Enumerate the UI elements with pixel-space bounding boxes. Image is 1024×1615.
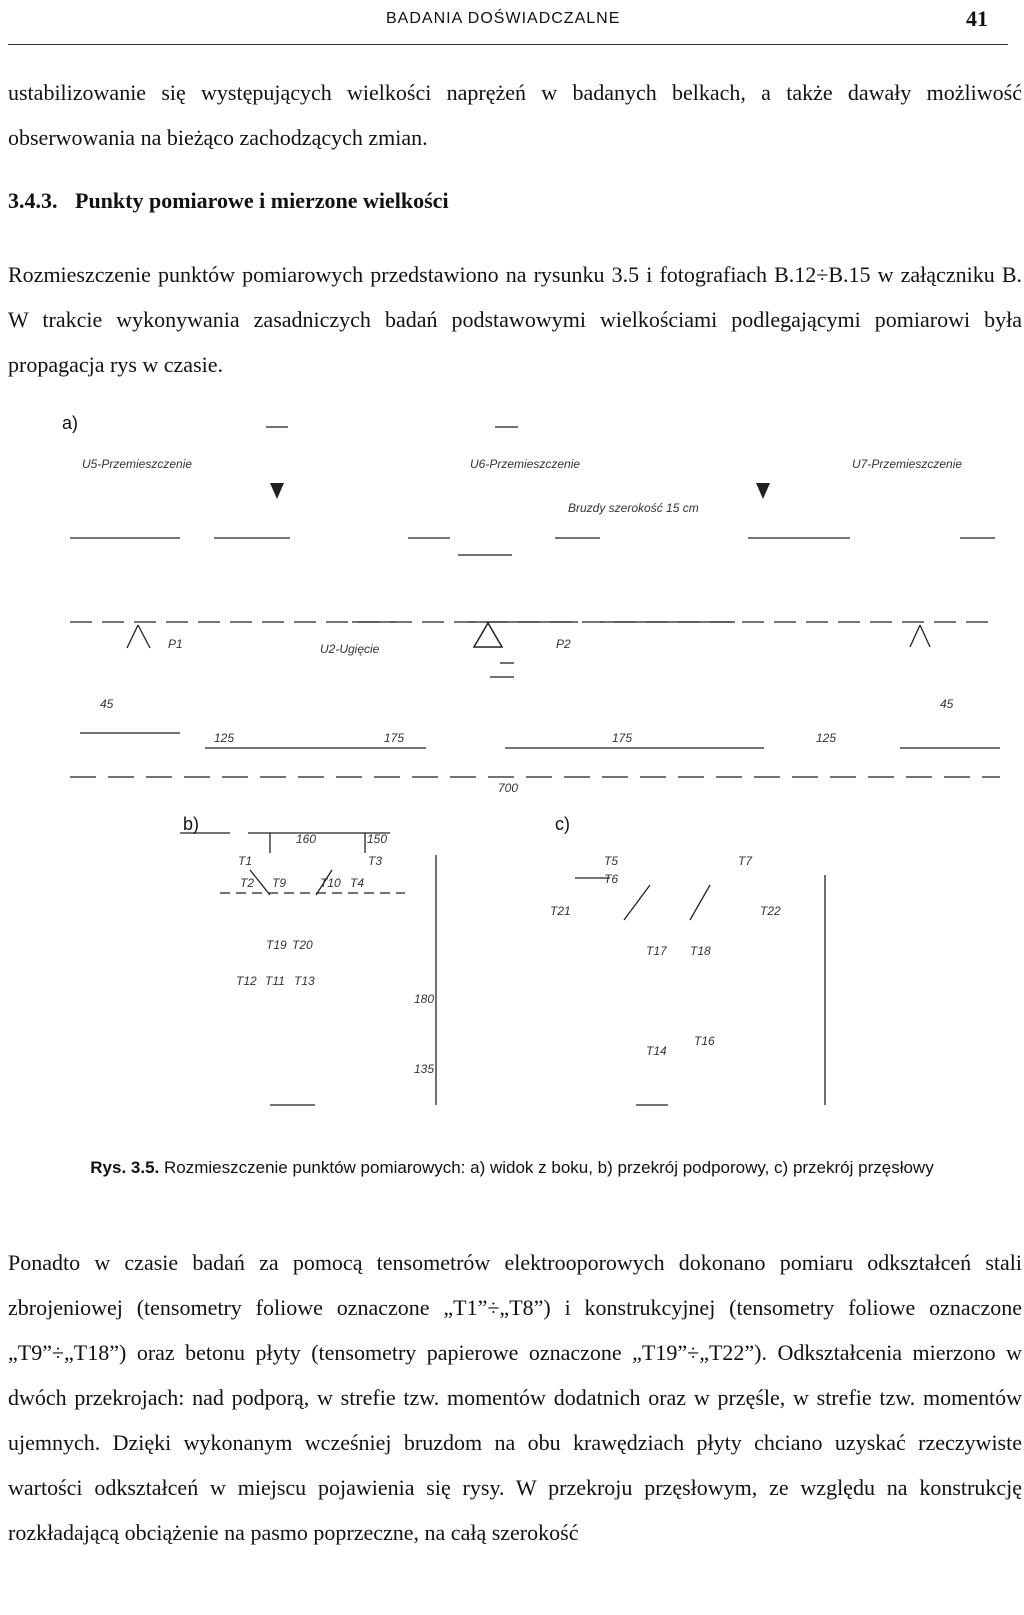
running-title: BADANIA DOŚWIADCZALNE bbox=[386, 10, 621, 27]
fig-c-label-7: T21 bbox=[550, 904, 571, 918]
fig-b-label-11: T19 bbox=[266, 938, 287, 952]
fig-a-label-9: 175 bbox=[612, 731, 633, 745]
fig-b-label-0: 160 bbox=[296, 832, 317, 846]
fig-c-label-3: T14 bbox=[646, 1044, 667, 1058]
fig-a-label-4: P1 bbox=[168, 637, 183, 651]
fig-a-label-3: Bruzdy szerokość 15 cm bbox=[568, 501, 699, 515]
fig-b-label-13: 180 bbox=[414, 992, 435, 1006]
fig-a-label-1: U6-Przemieszczenie bbox=[470, 457, 581, 471]
fig-b-label-6: T9 bbox=[272, 876, 287, 890]
fig-a-label-2: U7-Przemieszczenie bbox=[852, 457, 963, 471]
fig-b-label-8: T11 bbox=[265, 974, 285, 988]
fig-b-label-4: T3 bbox=[368, 854, 383, 868]
figure-3-5 bbox=[0, 415, 1024, 1135]
fig-a-label-6: U2-Ugięcie bbox=[320, 642, 380, 656]
caption-text: Rozmieszczenie punktów pomiarowych: a) widok z boku, b) przekrój podporowy, c) przekrój przęsłowy bbox=[164, 1158, 934, 1177]
fig-c-label-8: T22 bbox=[760, 904, 781, 918]
section-number: 3.4.3. bbox=[8, 188, 58, 213]
fig-b-label-5: T4 bbox=[350, 876, 365, 890]
fig-a-label-7: 125 bbox=[214, 731, 235, 745]
section-title: Punkty pomiarowe i mierzone wielkości bbox=[75, 188, 449, 213]
header-rule bbox=[8, 44, 1008, 45]
fig-c-label-6: T18 bbox=[690, 944, 711, 958]
fig-b-label-12: T20 bbox=[292, 938, 313, 952]
caption-lead: Rys. 3.5. bbox=[90, 1158, 160, 1177]
fig-b-label-7: T10 bbox=[320, 876, 341, 890]
fig-b-label-1: 150 bbox=[367, 832, 388, 846]
panel-b-label: b) bbox=[183, 814, 200, 834]
page-number: 41 bbox=[966, 6, 988, 31]
fig-c-label-4: T16 bbox=[694, 1034, 715, 1048]
fig-a-label-11: 700 bbox=[498, 781, 519, 795]
fig-c-label-2: T7 bbox=[738, 854, 753, 868]
fig-a-label-10: 125 bbox=[816, 731, 837, 745]
panel-c-label: c) bbox=[555, 814, 570, 834]
fig-b-label-2: T1 bbox=[238, 854, 253, 868]
fig-a-label-8: 175 bbox=[384, 731, 405, 745]
intro-paragraph: ustabilizowanie się występujących wielkości naprężeń w badanych belkach, a także dawały możliwość obserwowania na bieżąco zachodzących zmian. bbox=[8, 80, 1022, 150]
figure-drawing bbox=[0, 415, 1024, 1135]
fig-b-label-3: T2 bbox=[240, 876, 255, 890]
figure-caption bbox=[0, 1150, 1024, 1186]
paragraph-1: Rozmieszczenie punktów pomiarowych przedstawiono na rysunku 3.5 i fotografiach B.12÷B.15 w załączniku B. W trakcie wykonywania zasadniczych badań podstawowymi wielkościami podlegającymi pomiarowi była propagacja rys w czasie. bbox=[8, 262, 1022, 377]
fig-a-label-12: 45 bbox=[100, 697, 114, 711]
section-heading bbox=[8, 188, 449, 214]
fig-b-label-10: T13 bbox=[294, 974, 315, 988]
fig-c-label-5: T17 bbox=[646, 944, 667, 958]
fig-b-label-9: T12 bbox=[236, 974, 257, 988]
fig-a-label-13: 45 bbox=[940, 697, 954, 711]
panel-a-label: a) bbox=[62, 415, 79, 433]
fig-b-label-14: 135 bbox=[414, 1062, 435, 1076]
fig-a-label-5: P2 bbox=[556, 637, 571, 651]
fig-c-label-1: T6 bbox=[604, 872, 619, 886]
paragraph-2: Ponadto w czasie badań za pomocą tensometrów elektrooporowych dokonano pomiaru odkształceń stali zbrojeniowej (tensometry foliowe oznaczone „T1”÷„T8”) i konstrukcyjnej (tensometry foliowe oznaczone „T9”÷„T18”) oraz betonu płyty (tensometry papierowe oznaczone „T19”÷„T22”). Odkształcenia mierzono w dwóch przekrojach: nad podporą, w strefie tzw. momentów dodatnich oraz w przęśle, w strefie tzw. momentów ujemnych. Dzięki wykonanym wcześniej bruzdom na obu krawędziach płyty chciano uzyskać rzeczywiste wartości odkształceń w miejscu pojawienia się rysy. W przekroju przęsłowym, ze względu na konstrukcję rozkładającą obciążenie na pasmo poprzeczne, na całą szerokość bbox=[8, 1250, 1022, 1545]
fig-a-label-0: U5-Przemieszczenie bbox=[82, 457, 193, 471]
fig-c-label-0: T5 bbox=[604, 854, 619, 868]
page-header bbox=[8, 6, 1008, 36]
